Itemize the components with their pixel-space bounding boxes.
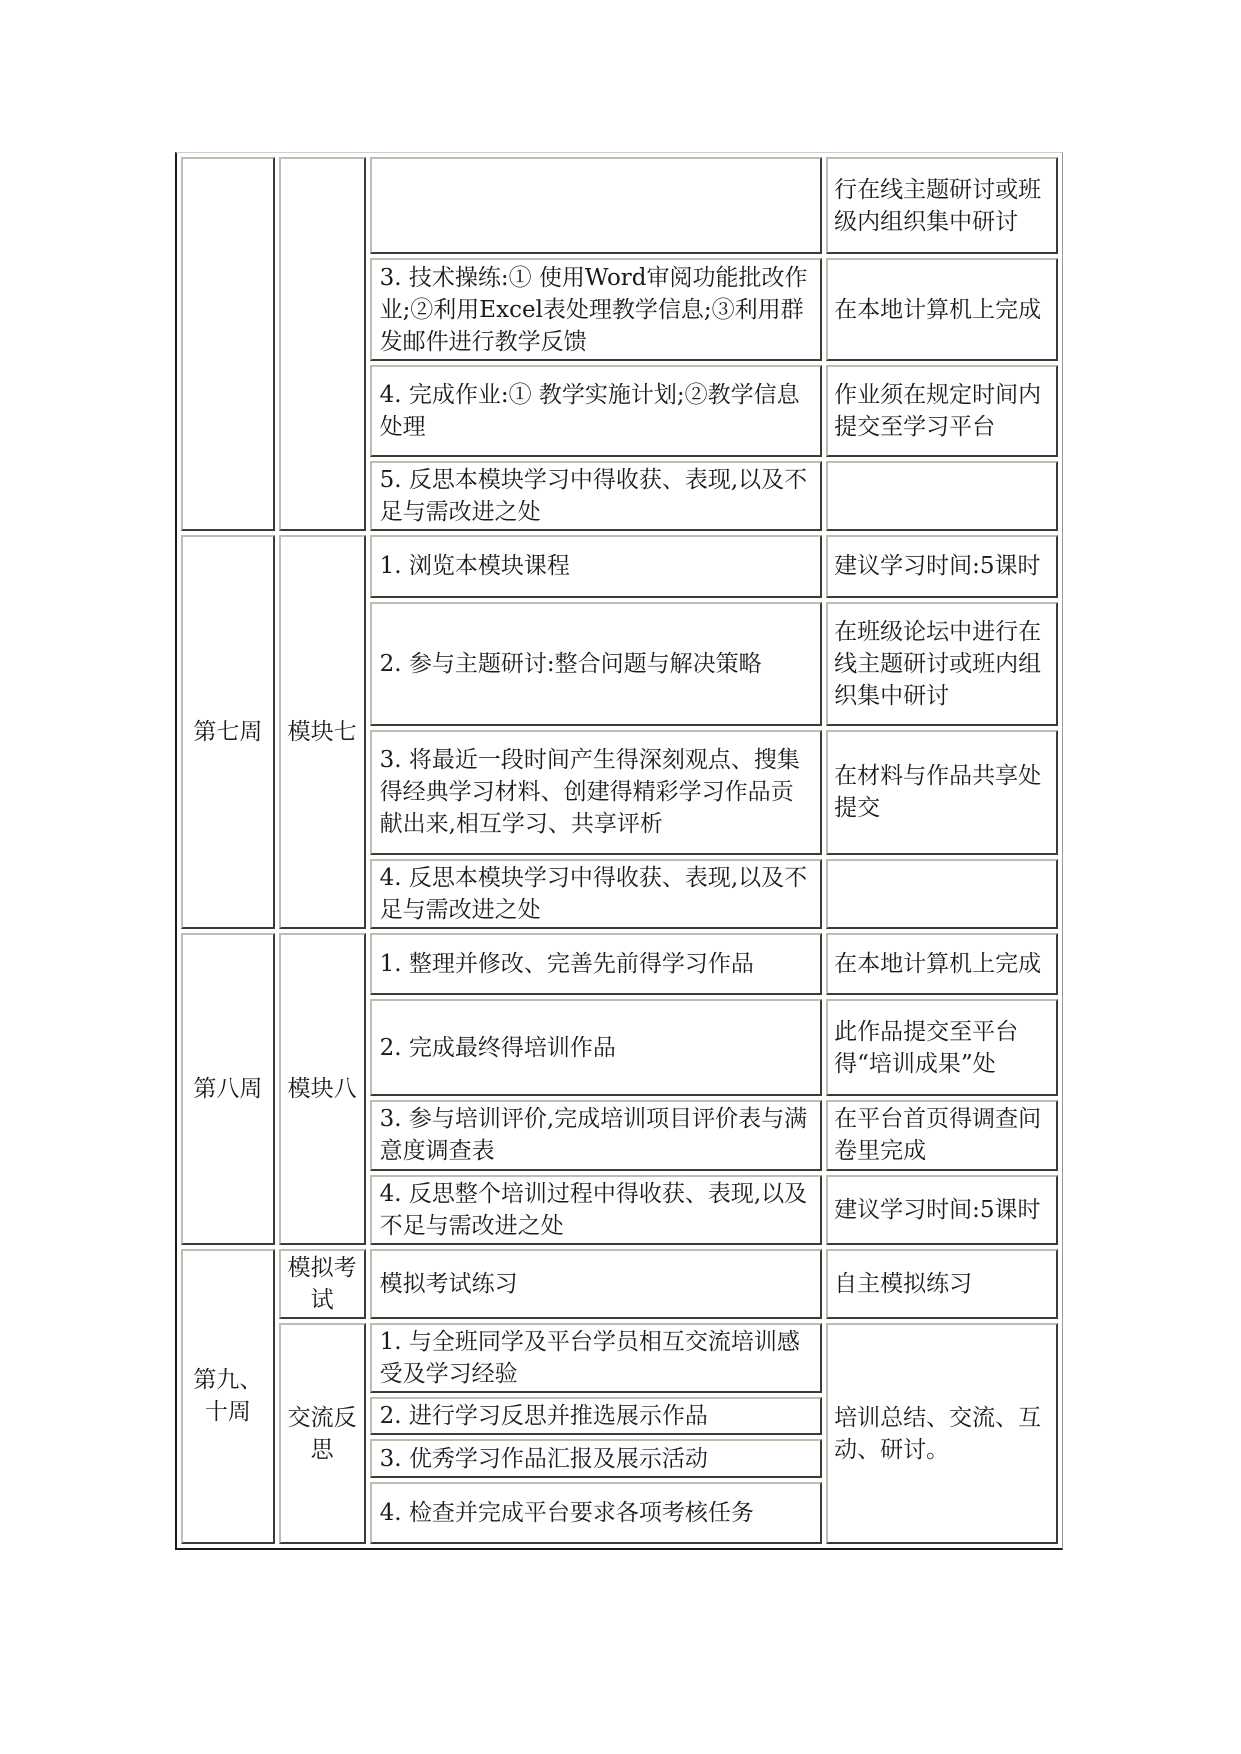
task-cell: 2. 进行学习反思并推选展示作品 [370,1397,823,1435]
table-row [181,1249,1058,1319]
task-cell: 4. 完成作业:① 教学实施计划;②教学信息处理 [370,365,823,457]
task-cell: 4. 反思本模块学习中得收获、表现,以及不足与需改进之处 [370,859,823,929]
note-cell: 建议学习时间:5课时 [826,535,1058,597]
task-cell: 1. 与全班同学及平台学员相互交流培训感受及学习经验 [370,1323,823,1393]
note-cell: 在班级论坛中进行在线主题研讨或班内组织集中研讨 [826,602,1058,726]
table-row [181,933,1058,995]
note-cell: 此作品提交至平台得“培训成果”处 [826,999,1058,1096]
task-cell: 3. 将最近一段时间产生得深刻观点、搜集得经典学习材料、创建得精彩学习作品贡献出来,相互学习、共享评析 [370,730,823,854]
task-cell: 模拟考试练习 [370,1249,823,1319]
week-label: 第七周 [181,535,275,928]
note-cell: 建议学习时间:5课时 [826,1175,1058,1245]
task-cell: 3. 参与培训评价,完成培训项目评价表与满意度调查表 [370,1100,823,1170]
task-cell: 1. 浏览本模块课程 [370,535,823,597]
table-row [181,1323,1058,1393]
task-cell: 1. 整理并修改、完善先前得学习作品 [370,933,823,995]
table-row [181,535,1058,597]
task-cell: 2. 参与主题研讨:整合问题与解决策略 [370,602,823,726]
note-cell: 在本地计算机上完成 [826,258,1058,360]
note-cell [826,461,1058,531]
note-cell: 培训总结、交流、互动、研讨。 [826,1323,1058,1544]
module-label: 模拟考试 [279,1249,366,1319]
module-label: 模块八 [279,933,366,1245]
week-cell-empty [181,157,275,531]
note-cell: 行在线主题研讨或班级内组织集中研讨 [826,157,1058,254]
note-cell: 在材料与作品共享处提交 [826,730,1058,854]
note-cell: 自主模拟练习 [826,1249,1058,1319]
note-cell: 作业须在规定时间内提交至学习平台 [826,365,1058,457]
week-label: 第九、十周 [181,1249,275,1544]
task-cell-empty [370,157,823,254]
task-cell: 5. 反思本模块学习中得收获、表现,以及不足与需改进之处 [370,461,823,531]
task-cell: 4. 检查并完成平台要求各项考核任务 [370,1482,823,1544]
week-label: 第八周 [181,933,275,1245]
module-label: 交流反思 [279,1323,366,1544]
task-cell: 3. 优秀学习作品汇报及展示活动 [370,1439,823,1477]
task-cell: 4. 反思整个培训过程中得收获、表现,以及不足与需改进之处 [370,1175,823,1245]
task-cell: 3. 技术操练:① 使用Word审阅功能批改作业;②利用Excel表处理教学信息;③利用群发邮件进行教学反馈 [370,258,823,360]
note-cell [826,859,1058,929]
note-cell: 在本地计算机上完成 [826,933,1058,995]
training-schedule-table [175,152,1063,1550]
table-row [181,157,1058,254]
module-label: 模块七 [279,535,366,928]
note-cell: 在平台首页得调查问卷里完成 [826,1100,1058,1170]
module-cell-empty [279,157,366,531]
task-cell: 2. 完成最终得培训作品 [370,999,823,1096]
